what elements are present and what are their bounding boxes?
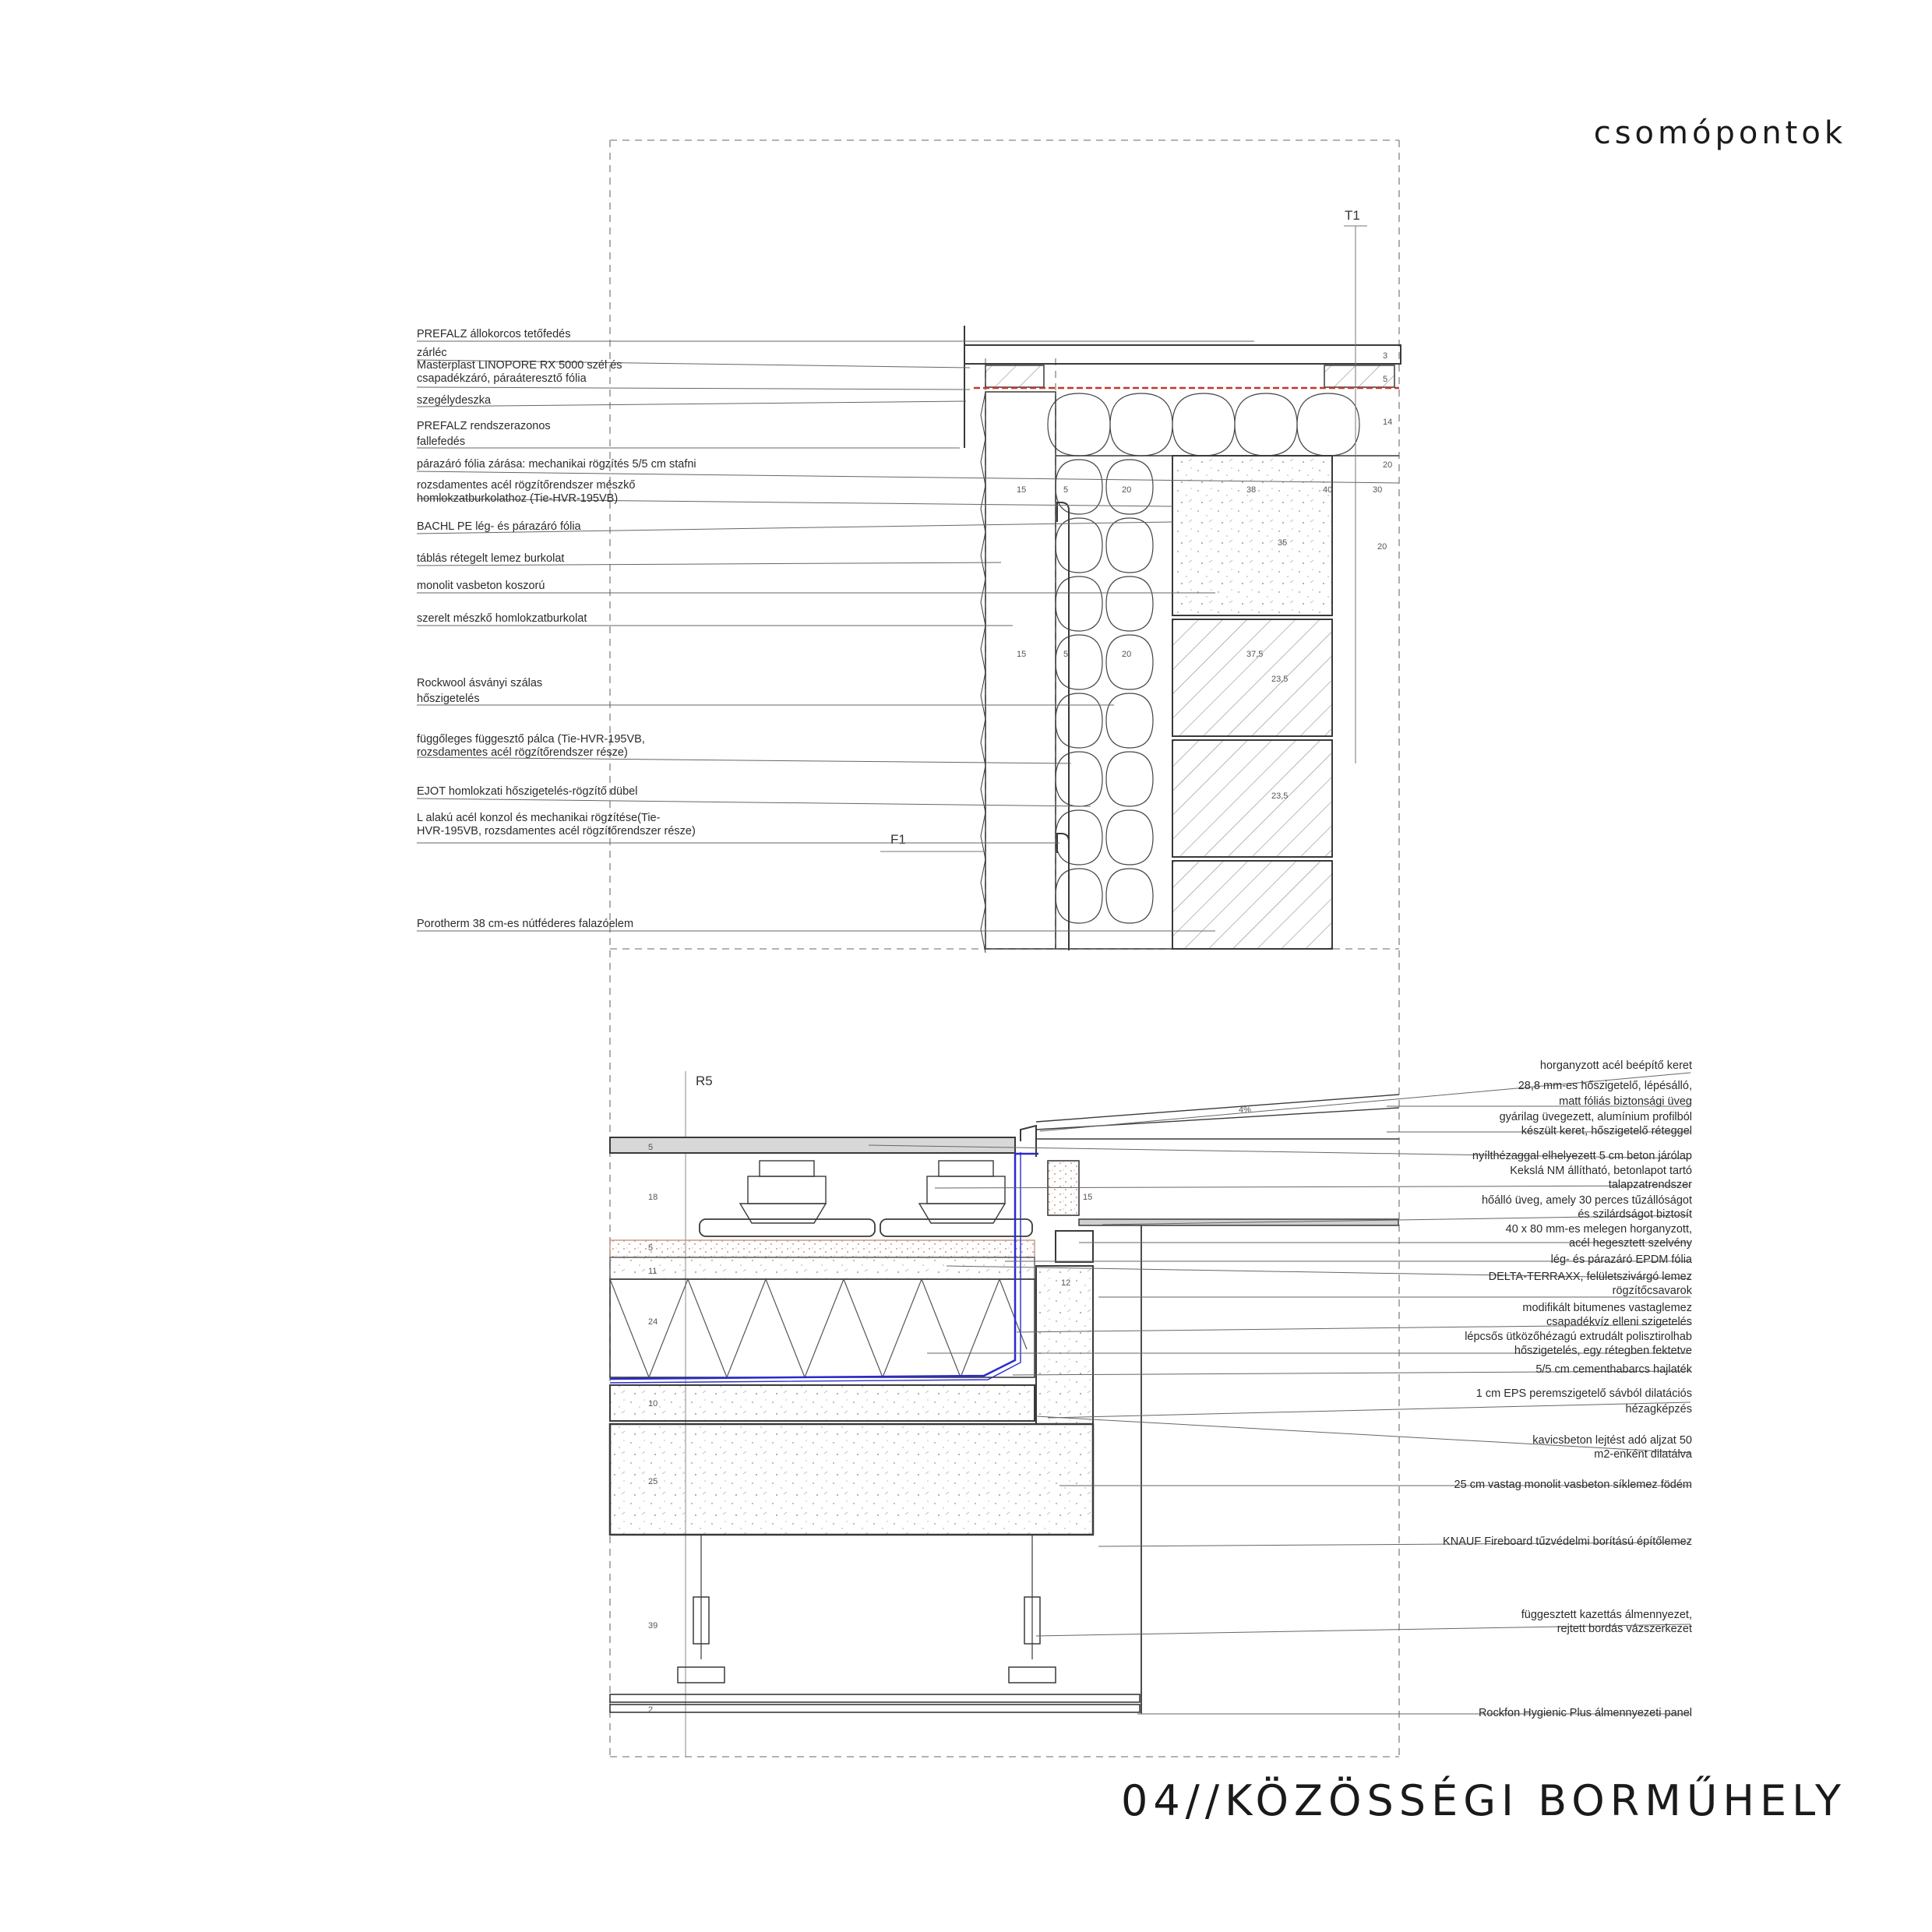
dim-label: 20 xyxy=(1383,460,1393,470)
dim-label: 12 xyxy=(1061,1278,1071,1288)
label-standing-seam-roof: PREFALZ állokorcos tetőfedés xyxy=(417,328,571,340)
dim-label: 5 xyxy=(1063,650,1069,659)
dim-label: 30 xyxy=(1373,485,1383,495)
label-knauf: KNAUF Fireboard tűzvédelmi borítású építőlemez xyxy=(1443,1535,1692,1548)
dim-label: 20 xyxy=(1122,650,1132,659)
label-fire-glass: hőálló üveg, amely 30 perces tűzállóságot és szilárdságot biztosít xyxy=(1481,1194,1692,1221)
label-eps-strip: 1 cm EPS peremszigetelő sávból dilatációs hézagképzés xyxy=(1475,1387,1692,1416)
label-steel-frame: horganyzott acél beépítő keret xyxy=(1539,1059,1692,1072)
dim-label: 23,5 xyxy=(1271,675,1289,684)
label-screws: rögzítőcsavarok xyxy=(1612,1285,1692,1297)
dim-label: 5 xyxy=(1383,375,1388,384)
upper-labels xyxy=(417,328,696,930)
label-membrane: Masterplast LINOPORE RX 5000 szél és csapadékzáró, páraáteresztő fólia xyxy=(417,359,622,385)
label-aluminium-frame: gyárilag üvegezett, alumínium profilból készült keret, hőszigetelő réteggel xyxy=(1499,1111,1692,1137)
label-hanger-rod: függőleges függesztő pálca (Tie-HVR-195VB, rozsdamentes acél rögzítőrendszer része) xyxy=(417,733,645,759)
label-cement-fillet: 5/5 cm cementhabarcs hajlaték xyxy=(1535,1363,1692,1376)
label-pe-foil: BACHL PE lég- és párazáró fólia xyxy=(417,520,581,533)
dim-label: 20 xyxy=(1122,485,1132,495)
label-wall-flashing: PREFALZ rendszerazonos fallefedés xyxy=(417,420,551,448)
section-marker-f1: F1 xyxy=(890,832,906,847)
dim-label: 40 xyxy=(1323,485,1333,495)
label-rockfon: Rockfon Hygienic Plus álmennyezeti panel xyxy=(1478,1707,1692,1719)
dim-label: 14 xyxy=(1383,418,1393,427)
label-xps: lépcsős ütközőhézagú extrudált polisztirolhab hőszigetelés, egy rétegben fektetve xyxy=(1465,1331,1692,1357)
sheet-title: csomópontok xyxy=(1593,115,1846,151)
upper-detail xyxy=(880,226,1401,953)
label-anchor-system: rozsdamentes acél rögzítőrendszer mészkő homlokzatburkolathoz (Tie-HVR-195VB) xyxy=(417,479,636,505)
label-limestone-cladding: szerelt mészkő homlokzatburkolat xyxy=(417,612,587,625)
dim-label: 18 xyxy=(648,1193,658,1202)
label-plywood: táblás rétegelt lemez burkolat xyxy=(417,552,565,565)
label-edge-board: szegélydeszka xyxy=(417,394,492,407)
label-epdm: lég- és párazáró EPDM fólia xyxy=(1550,1253,1692,1266)
dim-label: 37,5 xyxy=(1246,650,1264,659)
dim-label: 35 xyxy=(1278,538,1288,548)
label-ring-beam: monolit vasbeton koszorú xyxy=(417,580,545,592)
section-marker-t1: T1 xyxy=(1345,208,1360,223)
dim-label: 39 xyxy=(648,1621,658,1631)
dim-label: 15 xyxy=(1017,650,1027,659)
dim-label: 2 xyxy=(648,1705,654,1715)
dim-label: 15 xyxy=(1083,1193,1093,1202)
label-gravel-concrete: kavicsbeton lejtést adó aljzat 50 m2-enként dilatálva xyxy=(1532,1434,1692,1461)
label-batten: zárléc xyxy=(417,347,447,359)
label-delta-terraxx: DELTA-TERRAXX, felületszivárgó lemez xyxy=(1488,1271,1692,1283)
label-bitumen: modifikált bitumenes vastaglemez csapadékvíz elleni szigetelés xyxy=(1522,1302,1692,1328)
dim-label: 3 xyxy=(1383,351,1388,361)
label-l-bracket: L alakú acél konzol és mechanikai rögzítése(Tie-HVR-195VB, rozsdamentes acél rögzítőrendszer része) xyxy=(417,812,696,837)
dim-label: 11 xyxy=(648,1267,658,1276)
label-steel-section: 40 x 80 mm-es melegen horganyzott, acél hegesztett szelvény xyxy=(1505,1223,1692,1250)
project-title: 04//KÖZÖSSÉGI BORMŰHELY xyxy=(1120,1776,1846,1825)
dim-label: 23,5 xyxy=(1271,791,1289,801)
label-rockwool: Rockwool ásványi szálas hőszigetelés xyxy=(417,677,543,705)
label-concrete-paver: nyílthézaggal elhelyezett 5 cm beton járólap xyxy=(1472,1150,1692,1162)
dim-label: 5 xyxy=(648,1243,654,1253)
dim-label: 5 xyxy=(1063,485,1069,495)
label-ejot-dowel: EJOT homlokzati hőszigetelés-rögzítő dübel xyxy=(417,785,638,798)
label-rc-slab: 25 cm vastag monolit vasbeton síklemez födém xyxy=(1454,1479,1692,1491)
lower-detail xyxy=(610,1071,1399,1757)
dim-label: 5 xyxy=(648,1143,654,1152)
dim-label: 10 xyxy=(648,1399,658,1408)
slope-label: 4% xyxy=(1239,1105,1251,1115)
label-safety-glass: 28,8 mm-es hőszigetelő, lépésálló, matt fóliás biztonsági üveg xyxy=(1518,1080,1692,1108)
label-porotherm: Porotherm 38 cm-es nútféderes falazóelem xyxy=(417,918,634,930)
dim-label: 15 xyxy=(1017,485,1027,495)
dim-label: 24 xyxy=(648,1317,658,1327)
dim-label: 38 xyxy=(1246,485,1257,495)
dim-label: 25 xyxy=(648,1477,658,1486)
dim-label: 20 xyxy=(1377,542,1387,552)
label-pedestal-system: Kekslá NM állítható, betonlapot tartó talapzatrendszer xyxy=(1510,1165,1692,1191)
label-vapour-closure: párazáró fólia zárása: mechanikai rögzítés 5/5 cm stafni xyxy=(417,458,696,471)
lower-labels xyxy=(1443,1059,1693,1719)
label-suspended-ceiling: függesztett kazettás álmennyezet, rejtett bordás vázszerkezet xyxy=(1521,1609,1692,1635)
section-marker-r5: R5 xyxy=(696,1074,713,1088)
